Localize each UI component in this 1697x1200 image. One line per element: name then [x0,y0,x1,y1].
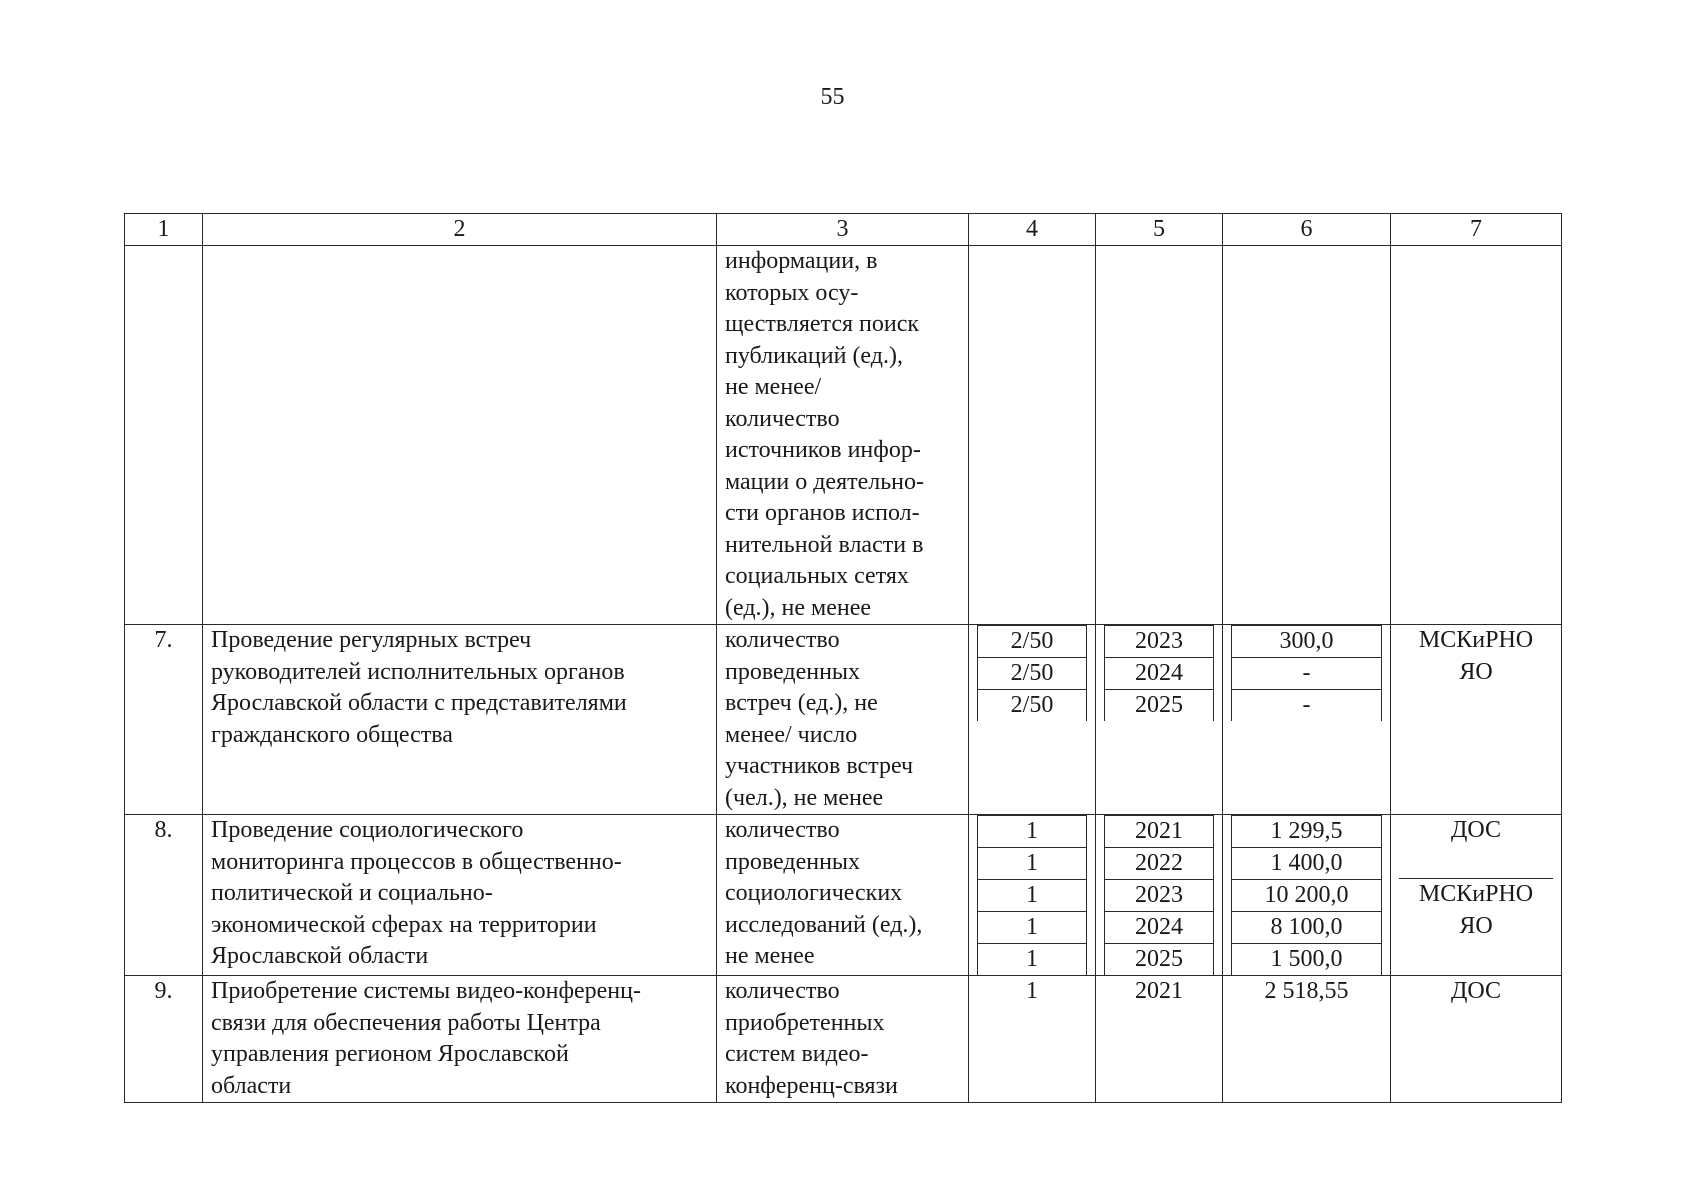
column-number-2: 2 [203,214,717,246]
amount-subtable [1231,815,1382,975]
value-cell [969,625,1096,815]
continuation-value-cell [969,246,1096,625]
amount-entry: 10 200,0 [1232,880,1382,912]
activity-cell [203,976,717,1103]
executor-line: МСКиРНО [1418,881,1534,907]
executor-line: МСКиРНО [1418,627,1534,653]
column-number-7: 7 [1391,214,1562,246]
amount-entry: 300,0 [1232,626,1382,658]
activity-line: Ярославской области [211,943,429,969]
executor-line: ЯО [1459,912,1493,939]
program-activities-table [124,213,1562,1103]
amount-cell: 2 518,55 [1223,976,1391,1103]
year-cell: 2021 [1096,976,1223,1103]
activity-row-7 [125,625,1562,815]
column-number-row [125,214,1562,246]
executor-cell [1391,815,1562,976]
continuation-executor-cell [1391,246,1562,625]
executor-block [1399,815,1553,878]
year-cell [1096,625,1223,815]
column-number-3: 3 [717,214,969,246]
continuation-year-cell [1096,246,1223,625]
activity-line: Приобретение системы видео-конференц- [211,978,641,1004]
amount-entry: 1 500,0 [1232,944,1382,976]
year-cell [1096,815,1223,976]
indicator-line: не менее/ [725,374,822,400]
activity-line: Проведение регулярных встреч [211,627,532,653]
value-entry: 1 [978,816,1087,848]
amount-entry: 1 299,5 [1232,816,1382,848]
activity-row-9 [125,976,1562,1103]
indicator-line: встреч (ед.), не [725,690,878,716]
value-cell [969,815,1096,976]
continuation-amount-cell [1223,246,1391,625]
indicator-line: количество [725,627,840,653]
activity-line: области [211,1072,292,1099]
value-entry: 1 [978,848,1087,880]
row-number: 8. [125,815,203,976]
column-number-5: 5 [1096,214,1223,246]
executor-line: ДОС [1450,978,1501,1004]
year-subtable [1104,815,1214,975]
year-entry: 2024 [1105,912,1214,944]
activity-line: гражданского общества [211,721,453,748]
indicator-line: менее/ число [725,721,858,748]
column-number-1: 1 [125,214,203,246]
indicator-line: публикаций (ед.), [725,342,903,369]
year-subtable [1104,625,1214,721]
indicator-line: которых осу- [725,279,859,306]
indicator-line: мации о деятельно- [725,468,925,495]
amount-cell [1223,815,1391,976]
activity-line: связи для обеспечения работы Центра [211,1009,601,1036]
continuation-activity-cell [203,246,717,625]
row-number: 7. [125,625,203,815]
value-entry: 1 [978,880,1087,912]
executor-block [1399,878,1553,942]
activity-line: экономической сферах на территории [211,911,597,938]
indicator-line: проведенных [725,658,861,685]
executor-cell [1391,976,1562,1103]
indicator-line: проведенных [725,848,861,875]
value-entry: 1 [978,944,1087,976]
indicator-line: (чел.), не менее [725,784,884,811]
indicator-line: систем видео- [725,1041,869,1067]
indicator-line: исследований (ед.), [725,911,923,938]
indicator-line: количество [725,817,840,843]
indicator-line: социальных сетях [725,563,909,589]
activity-line: руководителей исполнительных органов [211,658,625,685]
indicator-line: социологических [725,880,903,906]
indicator-line: не менее [725,943,815,969]
indicator-line: конференц-связи [725,1072,898,1099]
activity-cell [203,625,717,815]
indicator-line: информации, в [725,248,878,274]
page-number: 55 [820,84,845,110]
column-number-6: 6 [1223,214,1391,246]
year-entry: 2022 [1105,848,1214,880]
amount-entry: - [1232,658,1382,690]
year-entry: 2025 [1105,690,1214,722]
indicator-line: участников встреч [725,753,914,779]
executor-cell [1391,625,1562,815]
indicator-line: ществляется поиск [725,311,920,337]
year-entry: 2023 [1105,880,1214,912]
continuation-row [125,246,1562,625]
value-subtable [977,815,1087,975]
row-number: 9. [125,976,203,1103]
activity-line: управления регионом Ярославской [211,1041,569,1067]
amount-entry: - [1232,690,1382,722]
column-number-4: 4 [969,214,1096,246]
continuation-num-cell [125,246,203,625]
amount-subtable [1231,625,1382,721]
year-entry: 2023 [1105,626,1214,658]
indicator-cell [717,976,969,1103]
activity-line: Ярославской области с представителями [211,690,627,716]
amount-cell [1223,625,1391,815]
amount-entry: 8 100,0 [1232,912,1382,944]
indicator-cell [717,625,969,815]
amount-entry: 1 400,0 [1232,848,1382,880]
executor-line: ДОС [1450,817,1501,843]
value-cell: 1 [969,976,1096,1103]
continuation-indicator-cell [717,246,969,625]
indicator-line: (ед.), не менее [725,594,872,621]
activity-line: мониторинга процессов в общественно- [211,848,622,875]
value-entry: 2/50 [978,658,1087,690]
value-entry: 2/50 [978,690,1087,722]
executor-line: ЯО [1459,658,1493,685]
indicator-line: нительной власти в [725,531,924,558]
activity-line: политической и социально- [211,880,493,906]
indicator-line: приобретенных [725,1009,885,1036]
indicator-cell [717,815,969,976]
year-entry: 2024 [1105,658,1214,690]
activity-line: Проведение социологического [211,817,524,843]
indicator-line: источников инфор- [725,437,921,463]
activity-cell [203,815,717,976]
indicator-line: количество [725,978,840,1004]
indicator-line: сти органов испол- [725,500,920,526]
year-entry: 2025 [1105,944,1214,976]
value-subtable [977,625,1087,721]
year-entry: 2021 [1105,816,1214,848]
value-entry: 1 [978,912,1087,944]
activity-row-8 [125,815,1562,976]
value-entry: 2/50 [978,626,1087,658]
indicator-line: количество [725,405,840,432]
